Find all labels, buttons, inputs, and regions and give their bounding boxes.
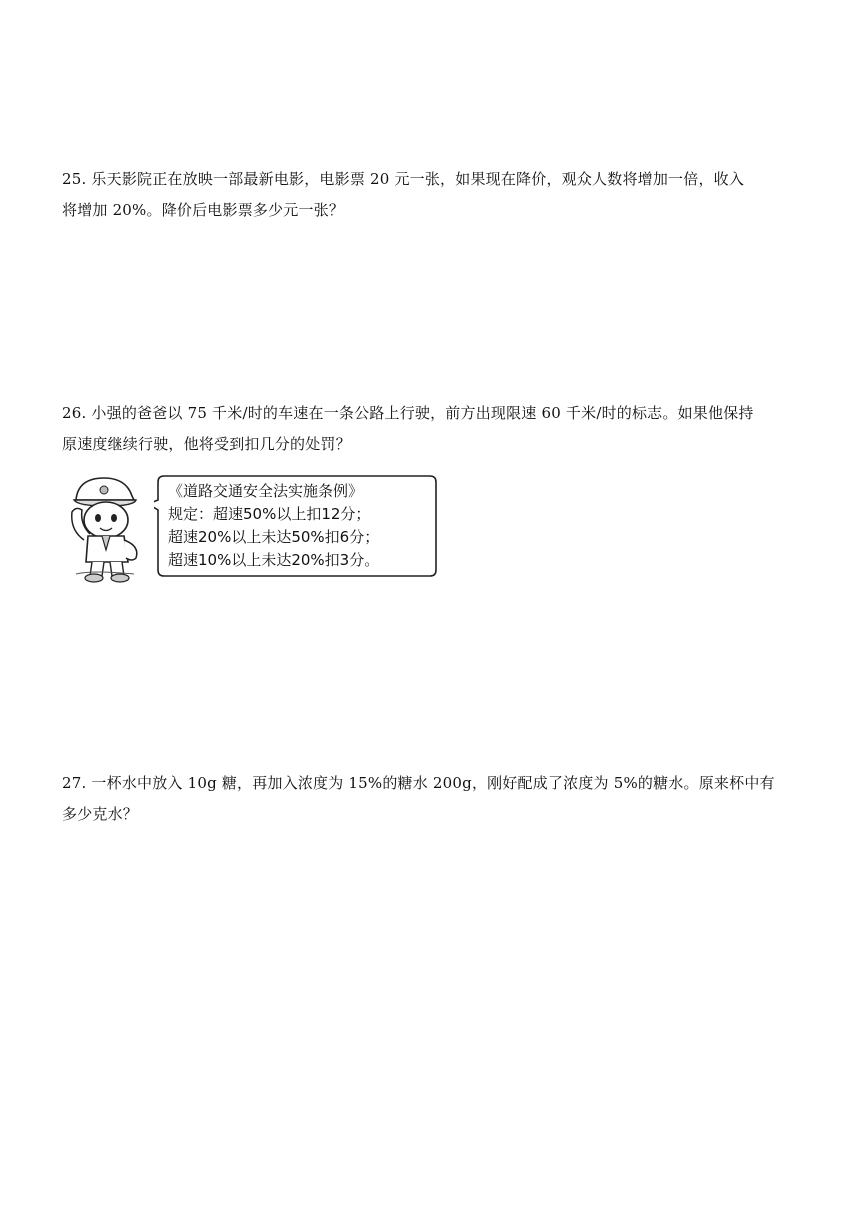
rule-line-3: 超速10%以上未达20%扣3分。 (168, 551, 380, 569)
rule-title: 《道路交通安全法实施条例》 (168, 482, 364, 500)
speech-bubble (154, 474, 438, 578)
question-26-line-2: 原速度继续行驶，他将受到扣几分的处罚？ (62, 435, 351, 453)
question-25 (62, 164, 832, 226)
traffic-rule-illustration (62, 470, 442, 584)
rule-line-2: 超速20%以上未达50%扣6分； (168, 528, 380, 546)
police-officer-cartoon-icon (62, 470, 152, 584)
question-27 (62, 768, 832, 830)
question-26-line-1: 26. 小强的爸爸以 75 千米/时的车速在一条公路上行驶，前方出现限速 60 千米/时的标志。如果他保持 (62, 404, 754, 422)
rule-line-1: 规定：超速50%以上扣12分； (168, 505, 371, 523)
question-26 (62, 398, 832, 460)
question-25-line-1: 25. 乐天影院正在放映一部最新电影，电影票 20 元一张，如果现在降价，观众人数将增加一倍，收入 (62, 170, 745, 188)
question-27-line-1: 27. 一杯水中放入 10g 糖，再加入浓度为 15%的糖水 200g，刚好配成了浓度为 5%的糖水。原来杯中有 (62, 774, 775, 792)
question-27-line-2: 多少克水？ (62, 805, 139, 823)
question-25-line-2: 将增加 20%。降价后电影票多少元一张？ (62, 201, 345, 219)
